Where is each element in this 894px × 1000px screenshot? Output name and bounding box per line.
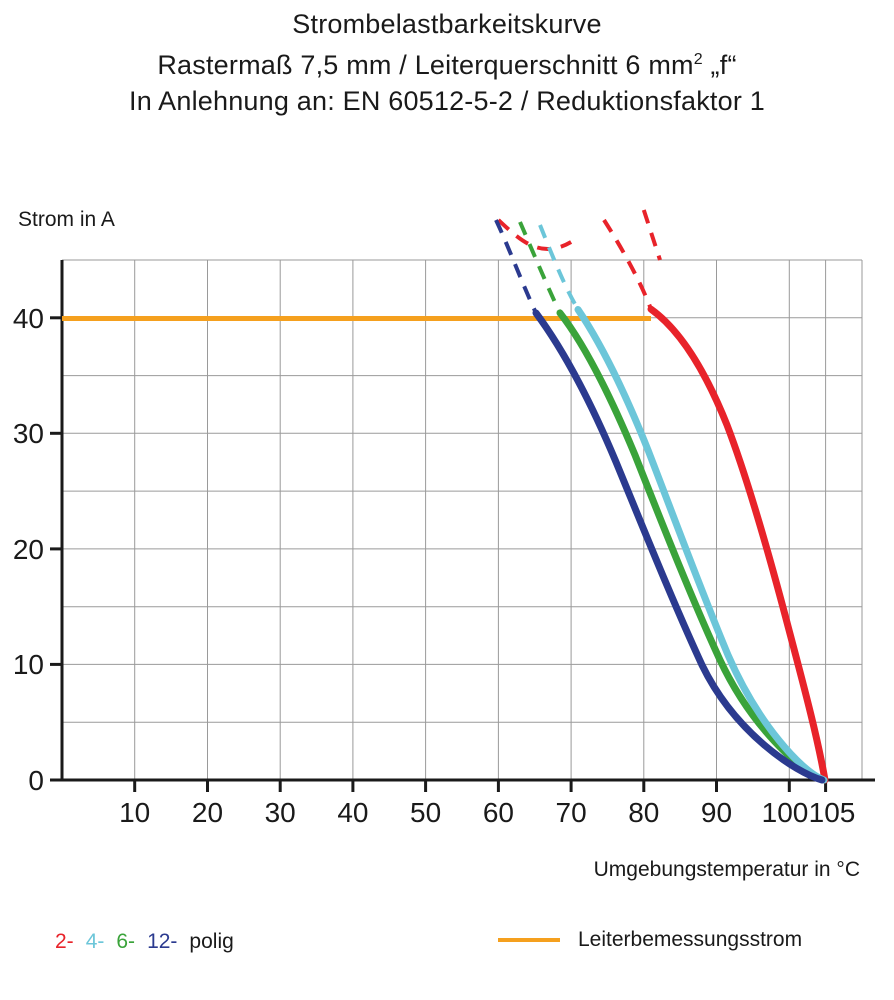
svg-text:40: 40 bbox=[337, 797, 369, 828]
svg-text:70: 70 bbox=[555, 797, 587, 828]
series-6-polig-line bbox=[560, 313, 823, 780]
legend-rated-current bbox=[498, 928, 802, 952]
legend-item-6-polig: 6- bbox=[116, 930, 136, 953]
series-12-dashed bbox=[496, 220, 536, 313]
svg-text:30: 30 bbox=[12, 418, 44, 449]
legend-poles-suffix: polig bbox=[189, 930, 234, 953]
svg-text:10: 10 bbox=[119, 797, 151, 828]
series-12-polig-line bbox=[536, 313, 822, 780]
y-tick-marks bbox=[50, 318, 62, 780]
y-tick-labels bbox=[13, 303, 44, 796]
title-line-2-text: Rastermaß 7,5 mm / Leiterquerschnitt 6 mm bbox=[157, 50, 694, 80]
legend-item-4-polig: 4- bbox=[85, 930, 105, 953]
title-line-2-suffix: „f“ bbox=[702, 50, 737, 80]
svg-text:90: 90 bbox=[700, 797, 733, 828]
title-line-3: In Anlehnung an: EN 60512-5-2 / Reduktionsfaktor 1 bbox=[129, 86, 765, 116]
series-4-dashed bbox=[540, 225, 578, 309]
x-tick-marks bbox=[135, 780, 826, 792]
svg-text:20: 20 bbox=[12, 534, 44, 565]
rated-current-label: Leiterbemessungsstrom bbox=[578, 928, 803, 951]
series-2-polig-line bbox=[651, 309, 825, 780]
svg-text:30: 30 bbox=[264, 797, 296, 828]
svg-text:40: 40 bbox=[12, 303, 44, 334]
chart-svg bbox=[0, 250, 894, 828]
chart-plot-area bbox=[0, 250, 894, 828]
svg-text:80: 80 bbox=[628, 797, 660, 828]
chart-title bbox=[0, 0, 894, 119]
svg-text:20: 20 bbox=[191, 797, 224, 828]
grid-horizontal bbox=[62, 260, 862, 722]
series-6-dashed bbox=[520, 222, 560, 313]
legend-item-12-polig: 12- bbox=[147, 930, 178, 953]
rated-current-swatch bbox=[498, 938, 560, 942]
legend-poles bbox=[55, 930, 246, 954]
x-tick-labels bbox=[119, 797, 855, 828]
x-axis-label: Umgebungstemperatur in °C bbox=[593, 858, 860, 881]
svg-text:60: 60 bbox=[482, 797, 514, 828]
title-line-2 bbox=[0, 42, 894, 83]
chart-legend bbox=[0, 930, 894, 980]
svg-text:0: 0 bbox=[28, 765, 44, 796]
svg-text:105: 105 bbox=[808, 797, 856, 828]
y-axis-label: Strom in A bbox=[18, 208, 115, 231]
legend-item-2-polig: 2- bbox=[55, 930, 74, 953]
title-superscript: 2 bbox=[693, 51, 703, 68]
svg-text:10: 10 bbox=[12, 649, 44, 680]
svg-text:100: 100 bbox=[761, 797, 809, 828]
series-4-polig-line bbox=[578, 310, 824, 781]
title-line-1: Strombelastbarkeitskurve bbox=[292, 9, 602, 39]
series-2-dashed bbox=[498, 220, 571, 249]
svg-text:50: 50 bbox=[410, 797, 442, 828]
